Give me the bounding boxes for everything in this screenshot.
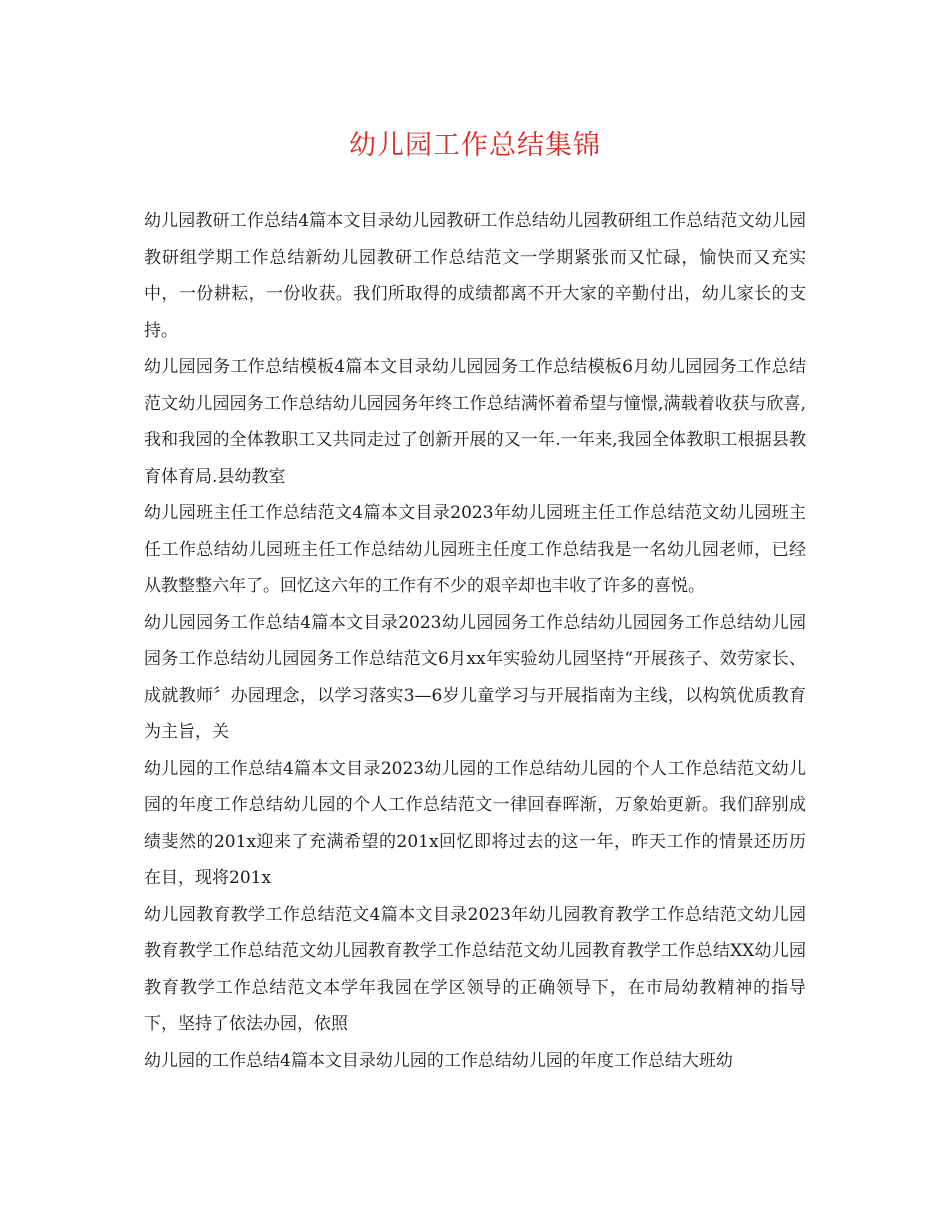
paragraph-7: 幼儿园的工作总结4篇本文目录幼儿园的工作总结幼儿园的年度工作总结大班幼 <box>144 1050 733 1071</box>
paragraph-6: 幼儿园教育教学工作总结范文4篇本文目录2023年幼儿园教育教学工作总结范文幼儿园教育教学工作总结范文幼儿园教育教学工作总结范文幼儿园教育教学工作总结XX幼儿园教育教学工作总结范文本学年我园在学区领导的正确领导下，在市局幼教精神的指导下，坚持了依法办园，依照 <box>144 904 806 1034</box>
paragraph-3: 幼儿园班主任工作总结范文4篇本文目录2023年幼儿园班主任工作总结范文幼儿园班主任工作总结幼儿园班主任工作总结幼儿园班主任度工作总结我是一名幼儿园老师，已经从教整整六年了。回忆这六年的工作有不少的艰辛却也丰收了许多的喜悦。 <box>144 503 806 596</box>
paragraph-2: 幼儿园园务工作总结模板4篇本文目录幼儿园园务工作总结模板6月幼儿园园务工作总结范文幼儿园园务工作总结幼儿园园务年终工作总结满怀着希望与憧憬,满载着收获与欣喜,我和我园的全体教职工又共同走过了创新开展的又一年.一年来,我园全体教职工根据县教育体育局.县幼教室 <box>144 357 806 487</box>
paragraph-4: 幼儿园园务工作总结4篇本文目录2023幼儿园园务工作总结幼儿园园务工作总结幼儿园园务工作总结幼儿园园务工作总结范文6月xx年实验幼儿园坚持“开展孩子、效劳家长、成就教师〞办园理念，以学习落实3—6岁儿童学习与开展指南为主线，以构筑优质教育为主旨，关 <box>144 612 806 742</box>
paragraph-5: 幼儿园的工作总结4篇本文目录2023幼儿园的工作总结幼儿园的个人工作总结范文幼儿园的年度工作总结幼儿园的个人工作总结范文一律回春晖渐，万象始更新。我们辞别成绩斐然的201x迎来了充满希望的201x回忆即将过去的这一年，昨天工作的情景还历历在目，现将201x <box>144 758 806 888</box>
paragraph-1: 幼儿园教研工作总结4篇本文目录幼儿园教研工作总结幼儿园教研组工作总结范文幼儿园教研组学期工作总结新幼儿园教研工作总结范文一学期紧张而又忙碌，愉快而又充实中，一份耕耘，一份收获。我们所取得的成绩都离不开大家的辛勤付出，幼儿家长的支持。 <box>144 211 806 341</box>
document-body <box>144 203 806 1079</box>
document-title: 幼儿园工作总结集锦 <box>349 130 601 161</box>
